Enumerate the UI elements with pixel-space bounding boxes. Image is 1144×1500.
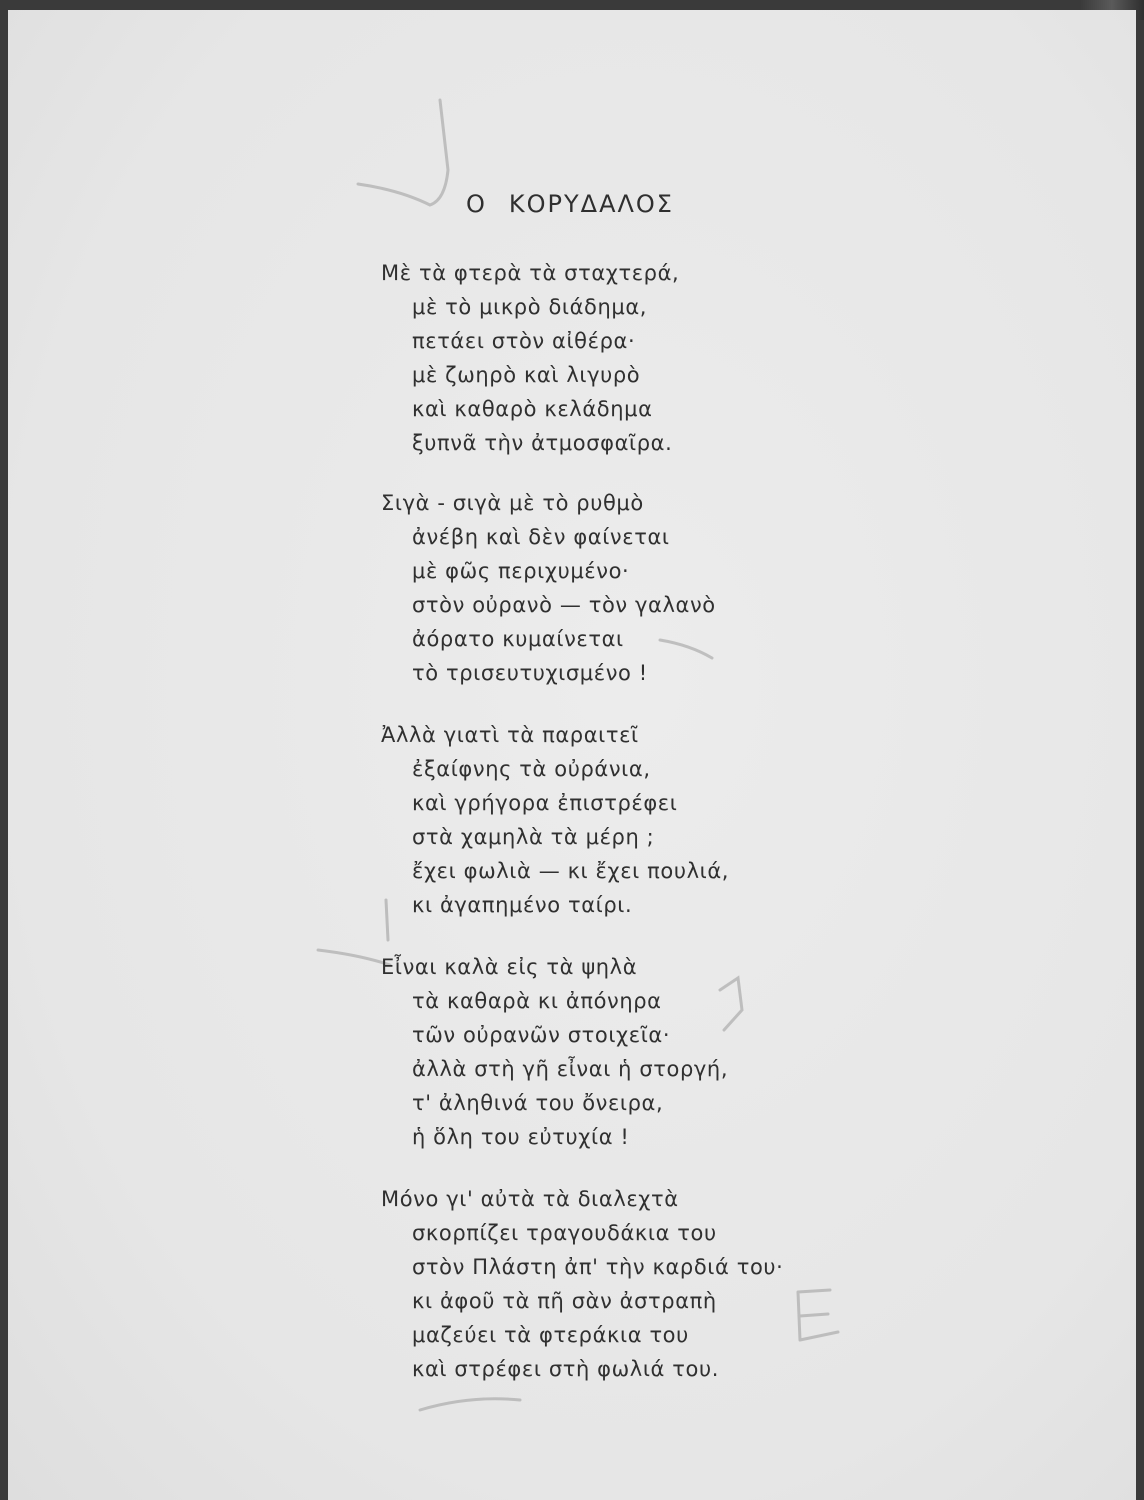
verse-line: ἀλλὰ στὴ γῆ εἶναι ἡ στοργή, <box>412 1057 729 1081</box>
verse-line: πετάει στὸν αἰθέρα· <box>412 329 636 353</box>
poem-title <box>466 190 674 218</box>
verse-line: μαζεύει τὰ φτεράκια του <box>412 1323 689 1347</box>
stanza-5 <box>381 1182 861 1386</box>
poem-title-article: Ο <box>466 190 487 218</box>
verse-line: τῶν οὐρανῶν στοιχεῖα· <box>412 1023 671 1047</box>
verse-line: Ἀλλὰ γιατὶ τὰ παραιτεῖ <box>381 723 639 747</box>
verse-line: μὲ φῶς περιχυμένο· <box>412 559 630 583</box>
verse-line: Μόνο γι' αὐτὰ τὰ διαλεχτὰ <box>381 1187 679 1211</box>
stanza-4 <box>381 950 861 1154</box>
verse-line: ἀόρατο κυμαίνεται <box>412 627 624 651</box>
verse-line: καὶ στρέφει στὴ φωλιά του. <box>412 1357 719 1381</box>
verse-line: τὸ τρισευτυχισμένο ! <box>412 661 648 685</box>
verse-line: μὲ τὸ μικρὸ διάδημα, <box>412 295 648 319</box>
poem-title-word: ΚΟΡΥΔΑΛΟΣ <box>508 190 674 218</box>
verse-line: Μὲ τὰ φτερὰ τὰ σταχτερά, <box>381 261 680 285</box>
verse-line: μὲ ζωηρὸ καὶ λιγυρὸ <box>412 363 641 387</box>
verse-line: ἡ ὅλη του εὐτυχία ! <box>412 1125 630 1149</box>
verse-line: καὶ γρήγορα ἐπιστρέφει <box>412 791 678 815</box>
verse-line: κι ἀφοῦ τὰ πῆ σὰν ἀστραπὴ <box>412 1289 717 1313</box>
verse-line: Σιγὰ - σιγὰ μὲ τὸ ρυθμὸ <box>381 491 644 515</box>
verse-line: Εἶναι καλὰ εἰς τὰ ψηλὰ <box>381 955 638 979</box>
verse-line: καὶ καθαρὸ κελάδημα <box>412 397 653 421</box>
verse-line: ἀνέβη καὶ δὲν φαίνεται <box>412 525 670 549</box>
stanza-2 <box>381 486 861 690</box>
verse-line: στὸν Πλάστη ἀπ' τὴν καρδιά του· <box>412 1255 784 1279</box>
verse-line: σκορπίζει τραγουδάκια του <box>412 1221 717 1245</box>
verse-line: τὰ καθαρὰ κι ἀπόνηρα <box>412 989 662 1013</box>
verse-line: κι ἀγαπημένο ταίρι. <box>412 893 633 917</box>
verse-line: ἐξαίφνης τὰ οὐράνια, <box>412 757 651 781</box>
verse-line: στὰ χαμηλὰ τὰ μέρη ; <box>412 825 655 849</box>
stanza-3 <box>381 718 861 922</box>
verse-line: στὸν οὐρανὸ — τὸν γαλανὸ <box>412 593 716 617</box>
verse-line: ἔχει φωλιὰ — κι ἔχει πουλιά, <box>412 859 730 883</box>
stanza-1 <box>381 256 861 460</box>
verse-line: ξυπνᾶ τὴν ἀτμοσφαῖρα. <box>412 431 673 455</box>
verse-line: τ' ἀληθινά του ὄνειρα, <box>412 1091 664 1115</box>
